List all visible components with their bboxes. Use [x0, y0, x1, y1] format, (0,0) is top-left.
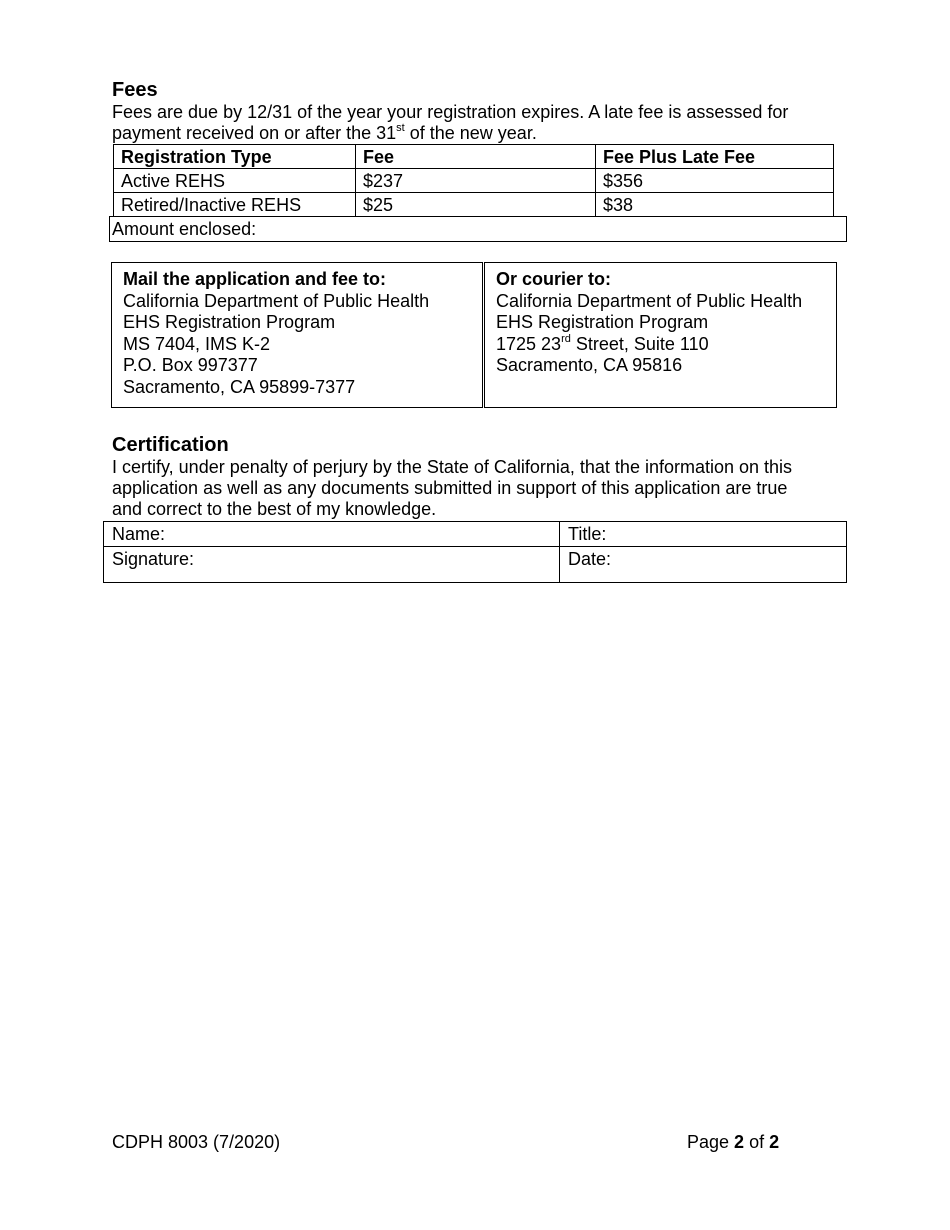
amount-enclosed-label: Amount enclosed:	[112, 219, 257, 239]
name-label: Name:	[112, 524, 166, 544]
mail-line: California Department of Public Health	[123, 290, 430, 311]
fee-table-cell-fee: $237	[356, 169, 596, 193]
date-field[interactable]	[560, 547, 847, 583]
mail-line: Sacramento, CA 95899-7377	[123, 376, 356, 397]
table-row	[114, 169, 834, 193]
signature-field[interactable]	[104, 547, 560, 583]
courier-street-pre: 1725 23	[496, 333, 562, 354]
fees-intro-line2-post: of the new year.	[404, 123, 537, 143]
amount-enclosed-field[interactable]	[109, 216, 847, 242]
name-field[interactable]	[104, 522, 560, 547]
fee-table-cell-type: Retired/Inactive REHS	[114, 193, 356, 217]
fee-table-header-type: Registration Type	[114, 145, 356, 169]
fee-table-header-late-fee: Fee Plus Late Fee	[596, 145, 834, 169]
courier-title: Or courier to:	[496, 269, 612, 289]
fee-table-cell-late-fee: $356	[596, 169, 834, 193]
signature-label: Signature:	[112, 549, 195, 569]
table-row	[114, 193, 834, 217]
mail-line: MS 7404, IMS K-2	[123, 333, 271, 354]
form-id: CDPH 8003 (7/2020)	[112, 1132, 281, 1152]
certification-line: application as well as any documents submitted in support of this application are true	[112, 478, 788, 498]
fees-intro-line1: Fees are due by 12/31 of the year your registration expires. A late fee is assessed for	[112, 102, 789, 122]
certification-line: and correct to the best of my knowledge.	[112, 499, 437, 519]
fee-table-header-fee: Fee	[356, 145, 596, 169]
mail-line: P.O. Box 997377	[123, 355, 258, 375]
page-prefix: Page	[687, 1132, 735, 1152]
courier-line: California Department of Public Health	[496, 290, 803, 311]
fee-table	[113, 144, 834, 217]
courier-line: EHS Registration Program	[496, 312, 709, 332]
page-of: of	[744, 1132, 770, 1152]
certification-table	[103, 521, 847, 583]
mail-address-box	[111, 262, 483, 408]
date-label: Date:	[568, 549, 612, 569]
certification-heading: Certification	[112, 434, 229, 456]
page-total: 2	[769, 1132, 780, 1152]
courier-line	[496, 334, 825, 356]
fee-table-cell-type: Active REHS	[114, 169, 356, 193]
fee-table-header-row	[114, 145, 834, 169]
fees-heading: Fees	[112, 79, 158, 101]
page-current: 2	[734, 1132, 745, 1152]
fees-intro-line2-sup: st	[396, 122, 405, 134]
table-row	[104, 547, 847, 583]
fees-intro-line2-pre: payment received on or after the 31	[112, 123, 397, 143]
fees-intro-line2	[112, 123, 872, 144]
courier-address-box	[484, 262, 837, 408]
courier-street-post: Street, Suite 110	[570, 333, 709, 354]
fee-table-cell-fee: $25	[356, 193, 596, 217]
fee-table-cell-late-fee: $38	[596, 193, 834, 217]
table-row	[104, 522, 847, 547]
courier-line: Sacramento, CA 95816	[496, 355, 683, 375]
courier-street-sup: rd	[561, 332, 571, 345]
mail-line: EHS Registration Program	[123, 312, 336, 332]
page-number	[687, 1131, 779, 1153]
title-label: Title:	[568, 524, 607, 544]
fees-intro	[112, 102, 872, 144]
certification-text	[112, 457, 852, 520]
mail-title: Mail the application and fee to:	[123, 269, 387, 289]
title-field[interactable]	[560, 522, 847, 547]
certification-line: I certify, under penalty of perjury by the State of California, that the information on this	[112, 457, 793, 477]
